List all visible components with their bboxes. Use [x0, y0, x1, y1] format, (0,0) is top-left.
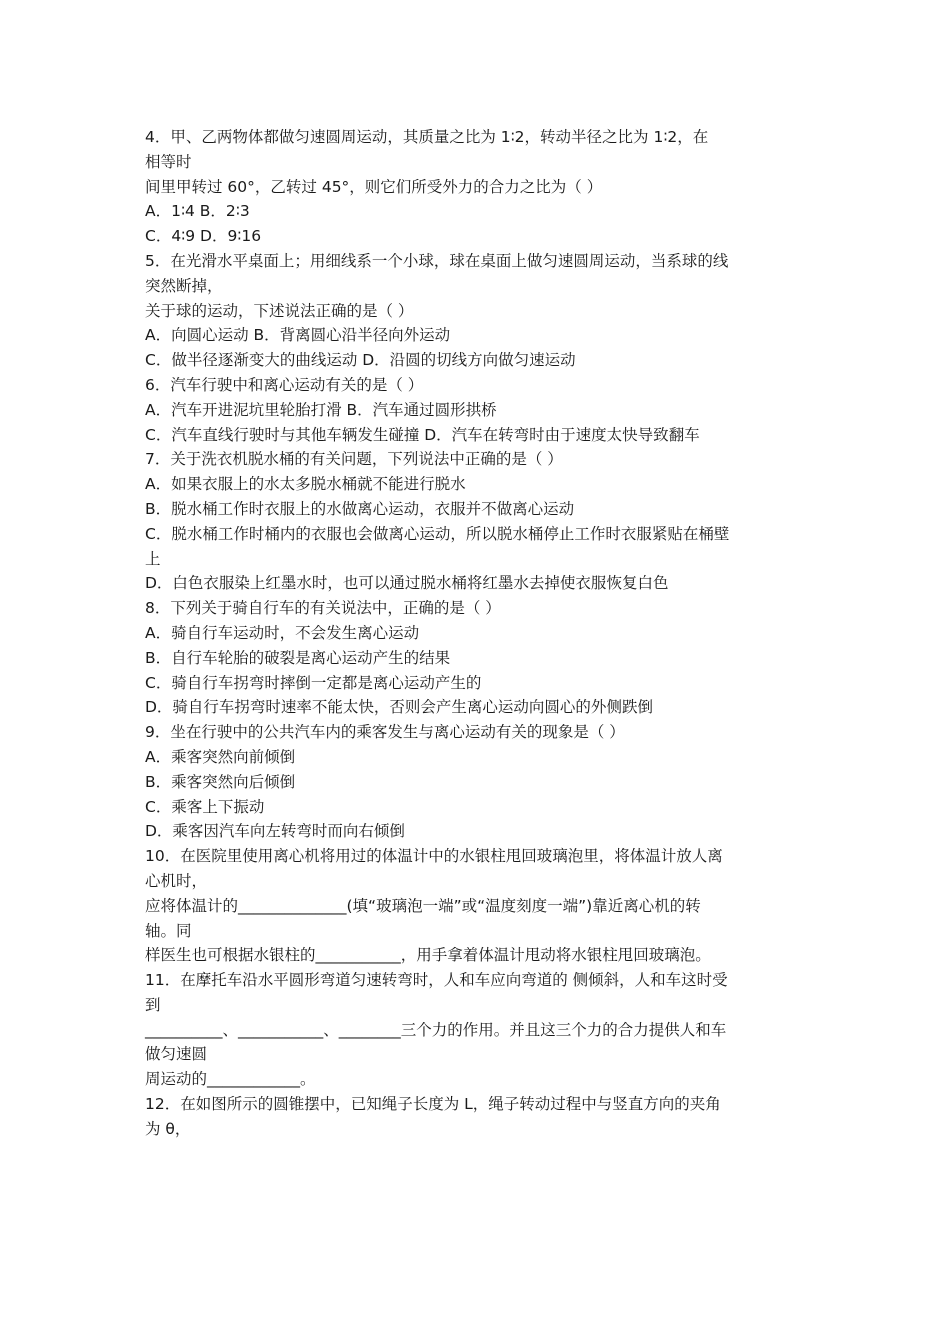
q9-option-a: A．乘客突然向前倾倒: [145, 747, 296, 766]
q7-option-c-line-2: 上: [145, 549, 161, 568]
q8-option-a: A．骑自行车运动时，不会发生离心运动: [145, 623, 420, 642]
q6-stem: 6．汽车行驶中和离心运动有关的是（ ）: [145, 375, 424, 394]
q11-line-1: 11．在摩托车沿水平圆形弯道匀速转弯时，人和车应向弯道的 侧倾斜，人和车这时受: [145, 971, 728, 990]
q10-line-4: 轴。同: [145, 921, 192, 940]
q10-line-5: 样医生也可根据水银柱的___________，用手拿着体温计甩动将水银柱甩回玻璃泡。: [145, 946, 711, 965]
q7-option-c-line-1: C．脱水桶工作时桶内的衣服也会做离心运动，所以脱水桶停止工作时衣服紧贴在桶壁: [145, 524, 730, 543]
document-page: [145, 125, 813, 1142]
q11-line-4: 做匀速圆: [145, 1045, 208, 1064]
q7-option-a: A．如果衣服上的水太多脱水桶就不能进行脱水: [145, 475, 466, 494]
q11-line-2: 到: [145, 995, 161, 1014]
q8-option-c: C．骑自行车拐弯时摔倒一定都是离心运动产生的: [145, 673, 482, 692]
q10-line-1: 10．在医院里使用离心机将用过的体温计中的水银柱甩回玻璃泡里，将体温计放人离: [145, 847, 723, 866]
q7-option-d: D．白色衣服染上红墨水时，也可以通过脱水桶将红墨水去掉使衣服恢复白色: [145, 574, 669, 593]
q9-stem: 9．坐在行驶中的公共汽车内的乘客发生与离心运动有关的现象是（ ）: [145, 723, 625, 742]
q11-line-5: 周运动的____________。: [145, 1070, 316, 1089]
q4-stem-line-1: 4．甲、乙两物体都做匀速圆周运动，其质量之比为 1∶2，转动半径之比为 1∶2，在: [145, 128, 709, 146]
q8-option-d: D．骑自行车拐弯时速率不能太快，否则会产生离心运动向圆心的外侧跌倒: [145, 698, 653, 717]
q5-stem-line-2: 突然断掉，: [145, 276, 223, 295]
q4-options-ab: A．1∶4 B．2∶3: [145, 202, 250, 221]
q12-line-2: 为 θ，: [145, 1119, 191, 1138]
q5-options-ab: A．向圆心运动 B．背离圆心沿半径向外运动: [145, 326, 451, 345]
q10-line-3: 应将体温计的______________(填“玻璃泡一端”或“温度刻度一端”)靠近离心机的转: [145, 896, 701, 915]
q5-options-cd: C．做半径逐渐变大的曲线运动 D．沿圆的切线方向做匀速运动: [145, 351, 576, 370]
q6-options-ab: A．汽车开进泥坑里轮胎打滑 B．汽车通过圆形拱桥: [145, 400, 497, 419]
q10-line-2: 心机时，: [145, 871, 208, 890]
q4-options-cd: C．4∶9 D．9∶16: [145, 227, 262, 246]
q5-stem-line-3: 关于球的运动，下述说法正确的是（ ）: [145, 301, 414, 320]
q11-line-3: __________、___________、________三个力的作用。并且这三个力的合力提供人和车: [145, 1020, 727, 1039]
q8-stem: 8．下列关于骑自行车的有关说法中，正确的是（ ）: [145, 599, 501, 618]
q6-options-cd: C．汽车直线行驶时与其他车辆发生碰撞 D．汽车在转弯时由于速度太快导致翻车: [145, 425, 700, 444]
q8-option-b: B．自行车轮胎的破裂是离心运动产生的结果: [145, 648, 451, 667]
q9-option-d: D．乘客因汽车向左转弯时而向右倾倒: [145, 822, 405, 841]
q9-option-c: C．乘客上下振动: [145, 797, 265, 816]
q4-stem-line-3: 间里甲转过 60°，乙转过 45°，则它们所受外力的合力之比为（ ）: [145, 177, 603, 196]
q7-stem: 7．关于洗衣机脱水桶的有关问题，下列说法中正确的是（ ）: [145, 450, 563, 469]
q4-stem-line-2: 相等时: [145, 152, 192, 171]
q7-option-b: B．脱水桶工作时衣服上的水做离心运动，衣服并不做离心运动: [145, 499, 575, 518]
q9-option-b: B．乘客突然向后倾倒: [145, 772, 296, 791]
q12-line-1: 12．在如图所示的圆锥摆中，已知绳子长度为 L，绳子转动过程中与竖直方向的夹角: [145, 1095, 721, 1114]
q5-stem-line-1: 5．在光滑水平桌面上；用细线系一个小球，球在桌面上做匀速圆周运动，当系球的线: [145, 251, 729, 270]
